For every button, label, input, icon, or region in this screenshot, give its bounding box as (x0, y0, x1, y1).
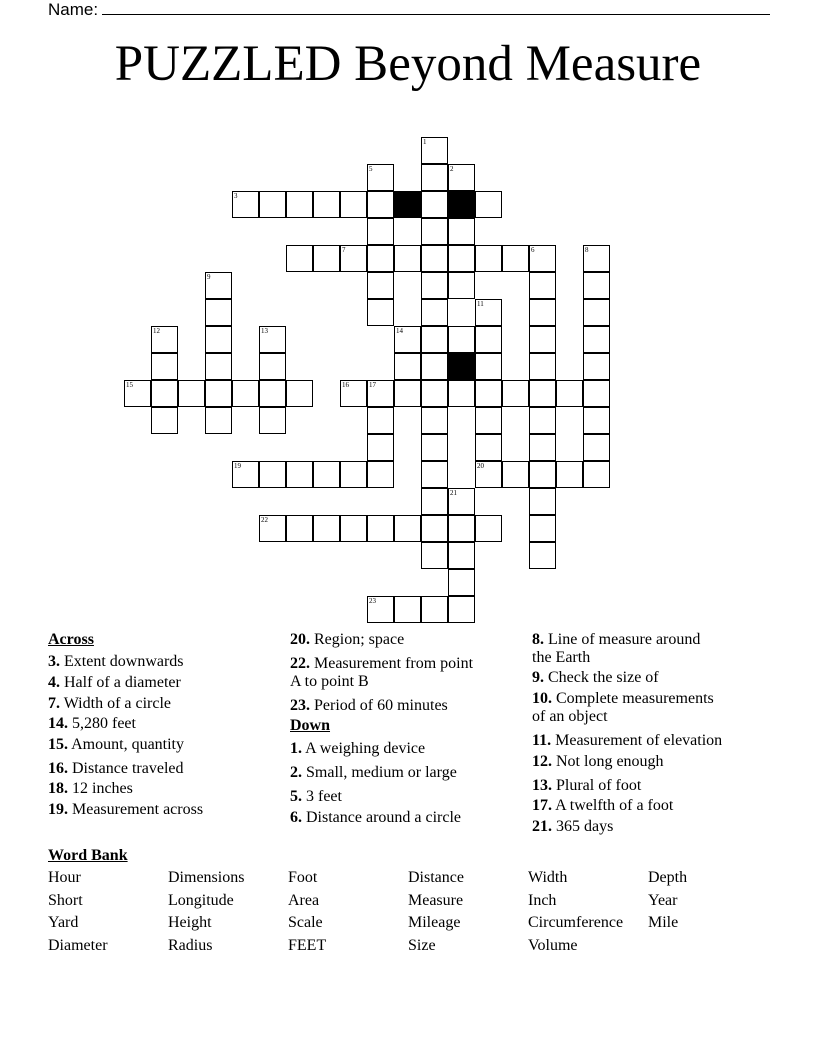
clue-text: Amount, quantity (68, 736, 184, 753)
black-square (448, 353, 475, 380)
clue-text: Complete measurements (552, 690, 714, 707)
clue-text-continued: of an object (532, 708, 608, 725)
clue-text: Small, medium or large (302, 764, 457, 781)
crossword-cell[interactable] (475, 461, 502, 488)
crossword-cell[interactable] (205, 326, 232, 353)
crossword-cell[interactable] (583, 272, 610, 299)
crossword-cell[interactable] (259, 461, 286, 488)
crossword-cell[interactable] (394, 245, 421, 272)
clue-number: 6 (531, 246, 535, 254)
crossword-cell[interactable] (124, 380, 151, 407)
clue-number-label: 3. (48, 653, 60, 670)
clue-text: Period of 60 minutes (310, 697, 448, 714)
word-bank-word: Year (648, 892, 678, 909)
crossword-cell[interactable] (421, 137, 448, 164)
crossword-cell[interactable] (448, 596, 475, 623)
crossword-cell[interactable] (232, 191, 259, 218)
clue-item (532, 753, 664, 771)
clue-number: 12 (153, 327, 160, 335)
clue-text: A weighing device (302, 740, 426, 757)
word-bank-word: Width (528, 869, 568, 886)
word-bank-word: Dimensions (168, 869, 245, 886)
clue-item (290, 740, 425, 758)
crossword-cell[interactable] (259, 353, 286, 380)
crossword-cell[interactable] (313, 515, 340, 542)
clue-item (48, 695, 171, 713)
crossword-cell[interactable] (502, 461, 529, 488)
clue-number-label: 11. (532, 732, 552, 749)
word-bank-word: Hour (48, 869, 81, 886)
crossword-cell[interactable] (421, 380, 448, 407)
crossword-cell[interactable] (367, 245, 394, 272)
crossword-cell[interactable] (475, 191, 502, 218)
clue-number: 20 (477, 462, 484, 470)
clue-number-label: 18. (48, 780, 68, 797)
crossword-cell[interactable] (286, 380, 313, 407)
crossword-cell[interactable] (475, 353, 502, 380)
crossword-cell[interactable] (421, 515, 448, 542)
crossword-cell[interactable] (583, 353, 610, 380)
crossword-cell[interactable] (205, 272, 232, 299)
crossword-cell[interactable] (529, 245, 556, 272)
clue-number: 11 (477, 300, 484, 308)
word-bank-word: Mile (648, 914, 679, 931)
crossword-cell[interactable] (394, 353, 421, 380)
word-bank-word: Measure (408, 892, 464, 909)
crossword-cell[interactable] (448, 515, 475, 542)
clue-text: Measurement from point (310, 655, 474, 672)
word-bank-heading: Word Bank (48, 847, 128, 864)
crossword-cell[interactable] (259, 326, 286, 353)
crossword-cell[interactable] (475, 515, 502, 542)
crossword-cell[interactable] (529, 515, 556, 542)
crossword-cell[interactable] (583, 245, 610, 272)
crossword-cell[interactable] (313, 191, 340, 218)
clue-number-label: 6. (290, 809, 302, 826)
clue-text: Extent downwards (60, 653, 184, 670)
clue-number-label: 12. (532, 753, 552, 770)
crossword-cell[interactable] (529, 353, 556, 380)
word-bank-word: Inch (528, 892, 557, 909)
down-heading: Down (290, 717, 331, 734)
clue-item (532, 777, 641, 795)
crossword-cell[interactable] (340, 380, 367, 407)
clue-text: Half of a diameter (60, 674, 181, 691)
crossword-cell[interactable] (205, 407, 232, 434)
clue-text: 365 days (552, 818, 614, 835)
crossword-cell[interactable] (448, 542, 475, 569)
clue-number-label: 19. (48, 801, 68, 818)
across-heading: Across (48, 631, 94, 648)
clue-number: 16 (342, 381, 349, 389)
clue-number: 2 (450, 165, 454, 173)
puzzle-title: PUZZLED Beyond Measure (114, 36, 702, 92)
word-bank-word: Circumference (528, 914, 624, 931)
crossword-cell[interactable] (421, 272, 448, 299)
clue-item (532, 797, 673, 815)
clue-item (48, 780, 133, 798)
clue-number-label: 7. (48, 695, 60, 712)
word-bank-word: Short (48, 892, 83, 909)
crossword-cell[interactable] (448, 569, 475, 596)
crossword-cell[interactable] (475, 245, 502, 272)
clue-number: 9 (207, 273, 211, 281)
clue-item (48, 736, 184, 754)
clue-text: Width of a circle (60, 695, 172, 712)
clue-number-label: 23. (290, 697, 310, 714)
crossword-cell[interactable] (556, 461, 583, 488)
crossword-cell[interactable] (448, 164, 475, 191)
crossword-cell[interactable] (367, 434, 394, 461)
crossword-cell[interactable] (448, 326, 475, 353)
clue-item (48, 801, 203, 819)
clue-number-label: 8. (532, 631, 544, 648)
crossword-cell[interactable] (205, 353, 232, 380)
crossword-cell[interactable] (178, 380, 205, 407)
clue-text: A twelfth of a foot (552, 797, 674, 814)
crossword-cell[interactable] (421, 245, 448, 272)
clue-item (290, 631, 404, 649)
crossword-cell[interactable] (151, 353, 178, 380)
crossword-cell[interactable] (583, 407, 610, 434)
word-bank-word: Distance (408, 869, 464, 886)
crossword-cell[interactable] (367, 218, 394, 245)
crossword-cell[interactable] (421, 299, 448, 326)
crossword-cell[interactable] (421, 191, 448, 218)
crossword-cell[interactable] (448, 488, 475, 515)
clue-text: Not long enough (552, 753, 664, 770)
crossword-cell[interactable] (340, 245, 367, 272)
word-bank-word: Diameter (48, 937, 108, 954)
crossword-cell[interactable] (367, 299, 394, 326)
clue-number-label: 9. (532, 669, 544, 686)
clue-text: Region; space (310, 631, 405, 648)
crossword-cell[interactable] (475, 380, 502, 407)
crossword-cell[interactable] (529, 326, 556, 353)
crossword-cell[interactable] (475, 326, 502, 353)
crossword-cell[interactable] (313, 245, 340, 272)
crossword-cell[interactable] (367, 515, 394, 542)
clue-number-label: 14. (48, 715, 68, 732)
crossword-cell[interactable] (421, 353, 448, 380)
crossword-cell[interactable] (529, 407, 556, 434)
crossword-cell[interactable] (394, 515, 421, 542)
crossword-cell[interactable] (394, 326, 421, 353)
clue-text: Measurement across (68, 801, 204, 818)
crossword-cell[interactable] (286, 191, 313, 218)
crossword-cell[interactable] (421, 434, 448, 461)
word-bank-word: Scale (288, 914, 323, 931)
word-bank-word: Foot (288, 869, 318, 886)
crossword-cell[interactable] (448, 272, 475, 299)
clue-number: 17 (369, 381, 376, 389)
word-bank-word: FEET (288, 937, 327, 954)
crossword-cell[interactable] (583, 434, 610, 461)
clue-item (532, 631, 700, 649)
crossword-cell[interactable] (151, 326, 178, 353)
crossword-cell[interactable] (556, 380, 583, 407)
clue-number: 3 (234, 192, 238, 200)
clue-text: 3 feet (302, 788, 342, 805)
clue-item (48, 760, 184, 778)
crossword-cell[interactable] (367, 380, 394, 407)
clue-number-label: 22. (290, 655, 310, 672)
crossword-cell[interactable] (448, 245, 475, 272)
crossword-cell[interactable] (421, 326, 448, 353)
crossword-cell[interactable] (529, 380, 556, 407)
crossword-cell[interactable] (583, 380, 610, 407)
word-bank-word: Height (168, 914, 212, 931)
clue-number: 7 (342, 246, 346, 254)
clue-number-label: 2. (290, 764, 302, 781)
clue-number: 22 (261, 516, 268, 524)
clue-number-label: 15. (48, 736, 68, 753)
clue-number: 8 (585, 246, 589, 254)
word-bank-word: Area (288, 892, 320, 909)
clue-number: 1 (423, 138, 427, 146)
clue-text: Measurement of elevation (551, 732, 723, 749)
crossword-cell[interactable] (205, 299, 232, 326)
crossword-cell[interactable] (205, 380, 232, 407)
crossword-cell[interactable] (394, 596, 421, 623)
crossword-cell[interactable] (529, 434, 556, 461)
crossword-cell[interactable] (232, 380, 259, 407)
clue-number-label: 5. (290, 788, 302, 805)
crossword-cell[interactable] (421, 164, 448, 191)
clue-text: Distance around a circle (302, 809, 462, 826)
crossword-cell[interactable] (583, 461, 610, 488)
crossword-cell[interactable] (583, 299, 610, 326)
crossword-cell[interactable] (394, 380, 421, 407)
clue-item (532, 669, 659, 687)
crossword-cell[interactable] (529, 272, 556, 299)
crossword-cell[interactable] (367, 272, 394, 299)
crossword-cell[interactable] (421, 461, 448, 488)
crossword-cell[interactable] (340, 515, 367, 542)
clue-item (48, 674, 181, 692)
clue-text: Plural of foot (552, 777, 642, 794)
crossword-cell[interactable] (475, 434, 502, 461)
clue-number: 15 (126, 381, 133, 389)
clue-number: 19 (234, 462, 241, 470)
crossword-cell[interactable] (529, 299, 556, 326)
name-label: Name: (48, 0, 99, 19)
clue-item (48, 653, 184, 671)
black-square (394, 191, 421, 218)
clue-text: Check the size of (544, 669, 659, 686)
crossword-cell[interactable] (421, 542, 448, 569)
crossword-cell[interactable] (421, 488, 448, 515)
crossword-cell[interactable] (340, 191, 367, 218)
clue-item (48, 715, 136, 733)
crossword-cell[interactable] (151, 407, 178, 434)
clue-number-label: 20. (290, 631, 310, 648)
clue-text: Line of measure around (544, 631, 701, 648)
crossword-cell[interactable] (367, 191, 394, 218)
crossword-cell[interactable] (313, 461, 340, 488)
clue-item (532, 818, 613, 836)
crossword-cell[interactable] (367, 407, 394, 434)
clue-number: 13 (261, 327, 268, 335)
word-bank-word: Volume (528, 937, 578, 954)
word-bank-word: Radius (168, 937, 213, 954)
crossword-cell[interactable] (340, 461, 367, 488)
crossword-cell[interactable] (475, 407, 502, 434)
clue-item (290, 764, 457, 782)
clue-number-label: 17. (532, 797, 552, 814)
crossword-cell[interactable] (529, 488, 556, 515)
clue-item (290, 788, 342, 806)
clue-number-label: 1. (290, 740, 302, 757)
crossword-cell[interactable] (259, 515, 286, 542)
clue-number-label: 21. (532, 818, 552, 835)
crossword-cell[interactable] (259, 191, 286, 218)
crossword-cell[interactable] (259, 380, 286, 407)
word-bank-word: Yard (48, 914, 79, 931)
clue-number-label: 10. (532, 690, 552, 707)
clue-number: 23 (369, 597, 376, 605)
crossword-cell[interactable] (421, 596, 448, 623)
clue-number: 5 (369, 165, 373, 173)
crossword-cell[interactable] (502, 380, 529, 407)
clue-item (532, 732, 722, 750)
clue-item (290, 655, 473, 673)
crossword-cell[interactable] (421, 407, 448, 434)
clue-number-label: 13. (532, 777, 552, 794)
crossword-cell[interactable] (286, 515, 313, 542)
clue-text-continued: A to point B (290, 673, 369, 690)
clue-text: 5,280 feet (68, 715, 136, 732)
crossword-cell[interactable] (448, 218, 475, 245)
clue-number: 14 (396, 327, 403, 335)
clue-text: Distance traveled (68, 760, 184, 777)
crossword-cell[interactable] (475, 299, 502, 326)
crossword-cell[interactable] (232, 461, 259, 488)
word-bank-word: Depth (648, 869, 688, 886)
clue-number-label: 4. (48, 674, 60, 691)
black-square (448, 191, 475, 218)
crossword-cell[interactable] (259, 407, 286, 434)
word-bank-word: Longitude (168, 892, 234, 909)
crossword-cell[interactable] (502, 245, 529, 272)
clue-number-label: 16. (48, 760, 68, 777)
clue-number: 21 (450, 489, 457, 497)
crossword-cell[interactable] (151, 380, 178, 407)
crossword-cell[interactable] (529, 542, 556, 569)
word-bank-word: Size (408, 937, 436, 954)
crossword-cell[interactable] (448, 380, 475, 407)
crossword-cell[interactable] (367, 596, 394, 623)
crossword-cell[interactable] (367, 461, 394, 488)
clue-item (290, 697, 448, 715)
crossword-cell[interactable] (286, 245, 313, 272)
crossword-cell[interactable] (421, 218, 448, 245)
crossword-cell[interactable] (583, 326, 610, 353)
crossword-cell[interactable] (286, 461, 313, 488)
crossword-cell[interactable] (367, 164, 394, 191)
clue-item (290, 809, 461, 827)
word-bank-word: Mileage (408, 914, 461, 931)
clue-item (532, 690, 714, 708)
crossword-cell[interactable] (529, 461, 556, 488)
clue-text: 12 inches (68, 780, 133, 797)
clue-text-continued: the Earth (532, 649, 591, 666)
